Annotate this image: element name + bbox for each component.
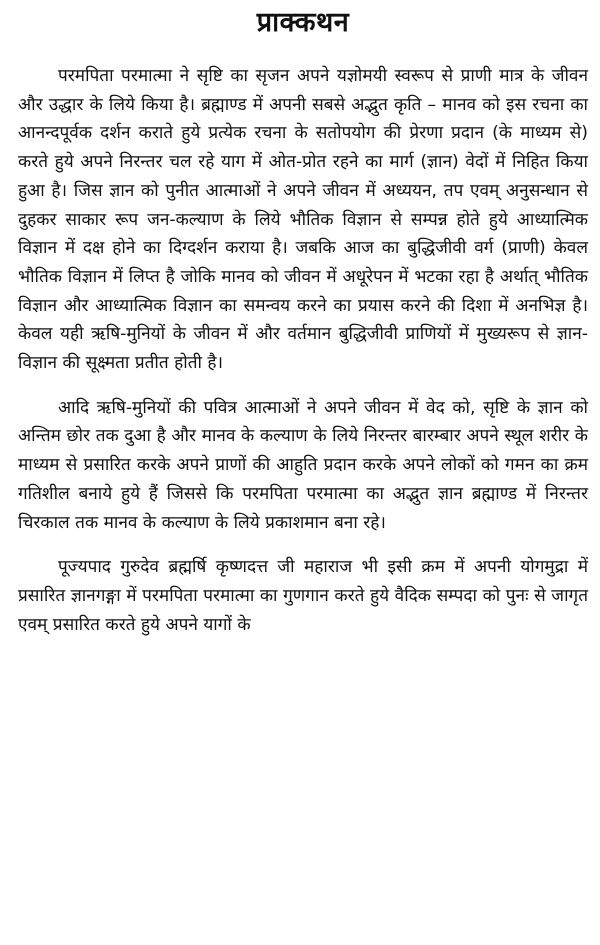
- page-title: प्राक्कथन: [256, 7, 350, 38]
- paragraph-1: परमपिता परमात्मा ने सृष्टि का सृजन अपने यज्ञोमयी स्वरूप से प्राणी मात्र के जीवन और उद्धार के लिये किया है। ब्रह्माण्ड में अपनी सबसे अद्भुत कृति – मानव को इस रचना का आनन्दपूर्वक दर्शन कराते हुये प्रत्येक रचना के सतोपयोग की प्रेरणा प्रदान (के माध्यम से) करते हुये अपने निरन्तर चल रहे याग में ओत-प्रोत रहने का मार्ग (ज्ञान) वेदों में निहित किया हुआ है। जिस ज्ञान को पुनीत आत्माओं ने अपने जीवन में अध्ययन, तप एवम् अनुसन्धान से दुहकर साकार रूप जन-कल्याण के लिये भौतिक विज्ञान से सम्पन्न होते हुये आध्यात्मिक विज्ञान में दक्ष होने का दिग्दर्शन कराया है। जबकि आज का बुद्धिजीवी वर्ग (प्राणी) केवल भौतिक विज्ञान में लिप्त है जोकि मानव को जीवन में अधूरेपन में भटका रहा है अर्थात् भौतिक विज्ञान और आध्यात्मिक विज्ञान का समन्वय करने का प्रयास करने की दिशा में अनभिज्ञ है। केवल यही ऋषि-मुनियों के जीवन में और वर्तमान बुद्धिजीवी प्राणियों में मुख्यरूप से ज्ञान-विज्ञान की सूक्ष्मता प्रतीत होती है।: [18, 66, 588, 374]
- paragraph-2: आदि ऋषि-मुनियों की पवित्र आत्माओं ने अपने जीवन में वेद को, सृष्टि के ज्ञान को अन्तिम छोर तक दुआ है और मानव के कल्याण के लिये निरन्तर बारम्बार अपने स्थूल शरीर के माध्यम से प्रसारित करके अपने प्राणों की आहुति प्रदान करके अपने लोकों को गमन का क्रम गतिशील बनाये हुये हैं जिससे कि परमपिता परमात्मा का अद्भुत ज्ञान ब्रह्माण्ड में निरन्तर चिरकाल तक मानव के कल्याण के लिये प्रकाशमान बना रहे।: [18, 397, 588, 533]
- paragraph-3: पूज्यपाद गुरुदेव ब्रह्मर्षि कृष्णदत्त जी महाराज भी इसी क्रम में अपनी योगमुद्रा में प्रसारित ज्ञानगङ्गा में परमपिता परमात्मा का गुणगान करते हुये वैदिक सम्पदा को पुनः से जागृत एवम् प्रसारित करते हुये अपने यागों के: [18, 557, 588, 635]
